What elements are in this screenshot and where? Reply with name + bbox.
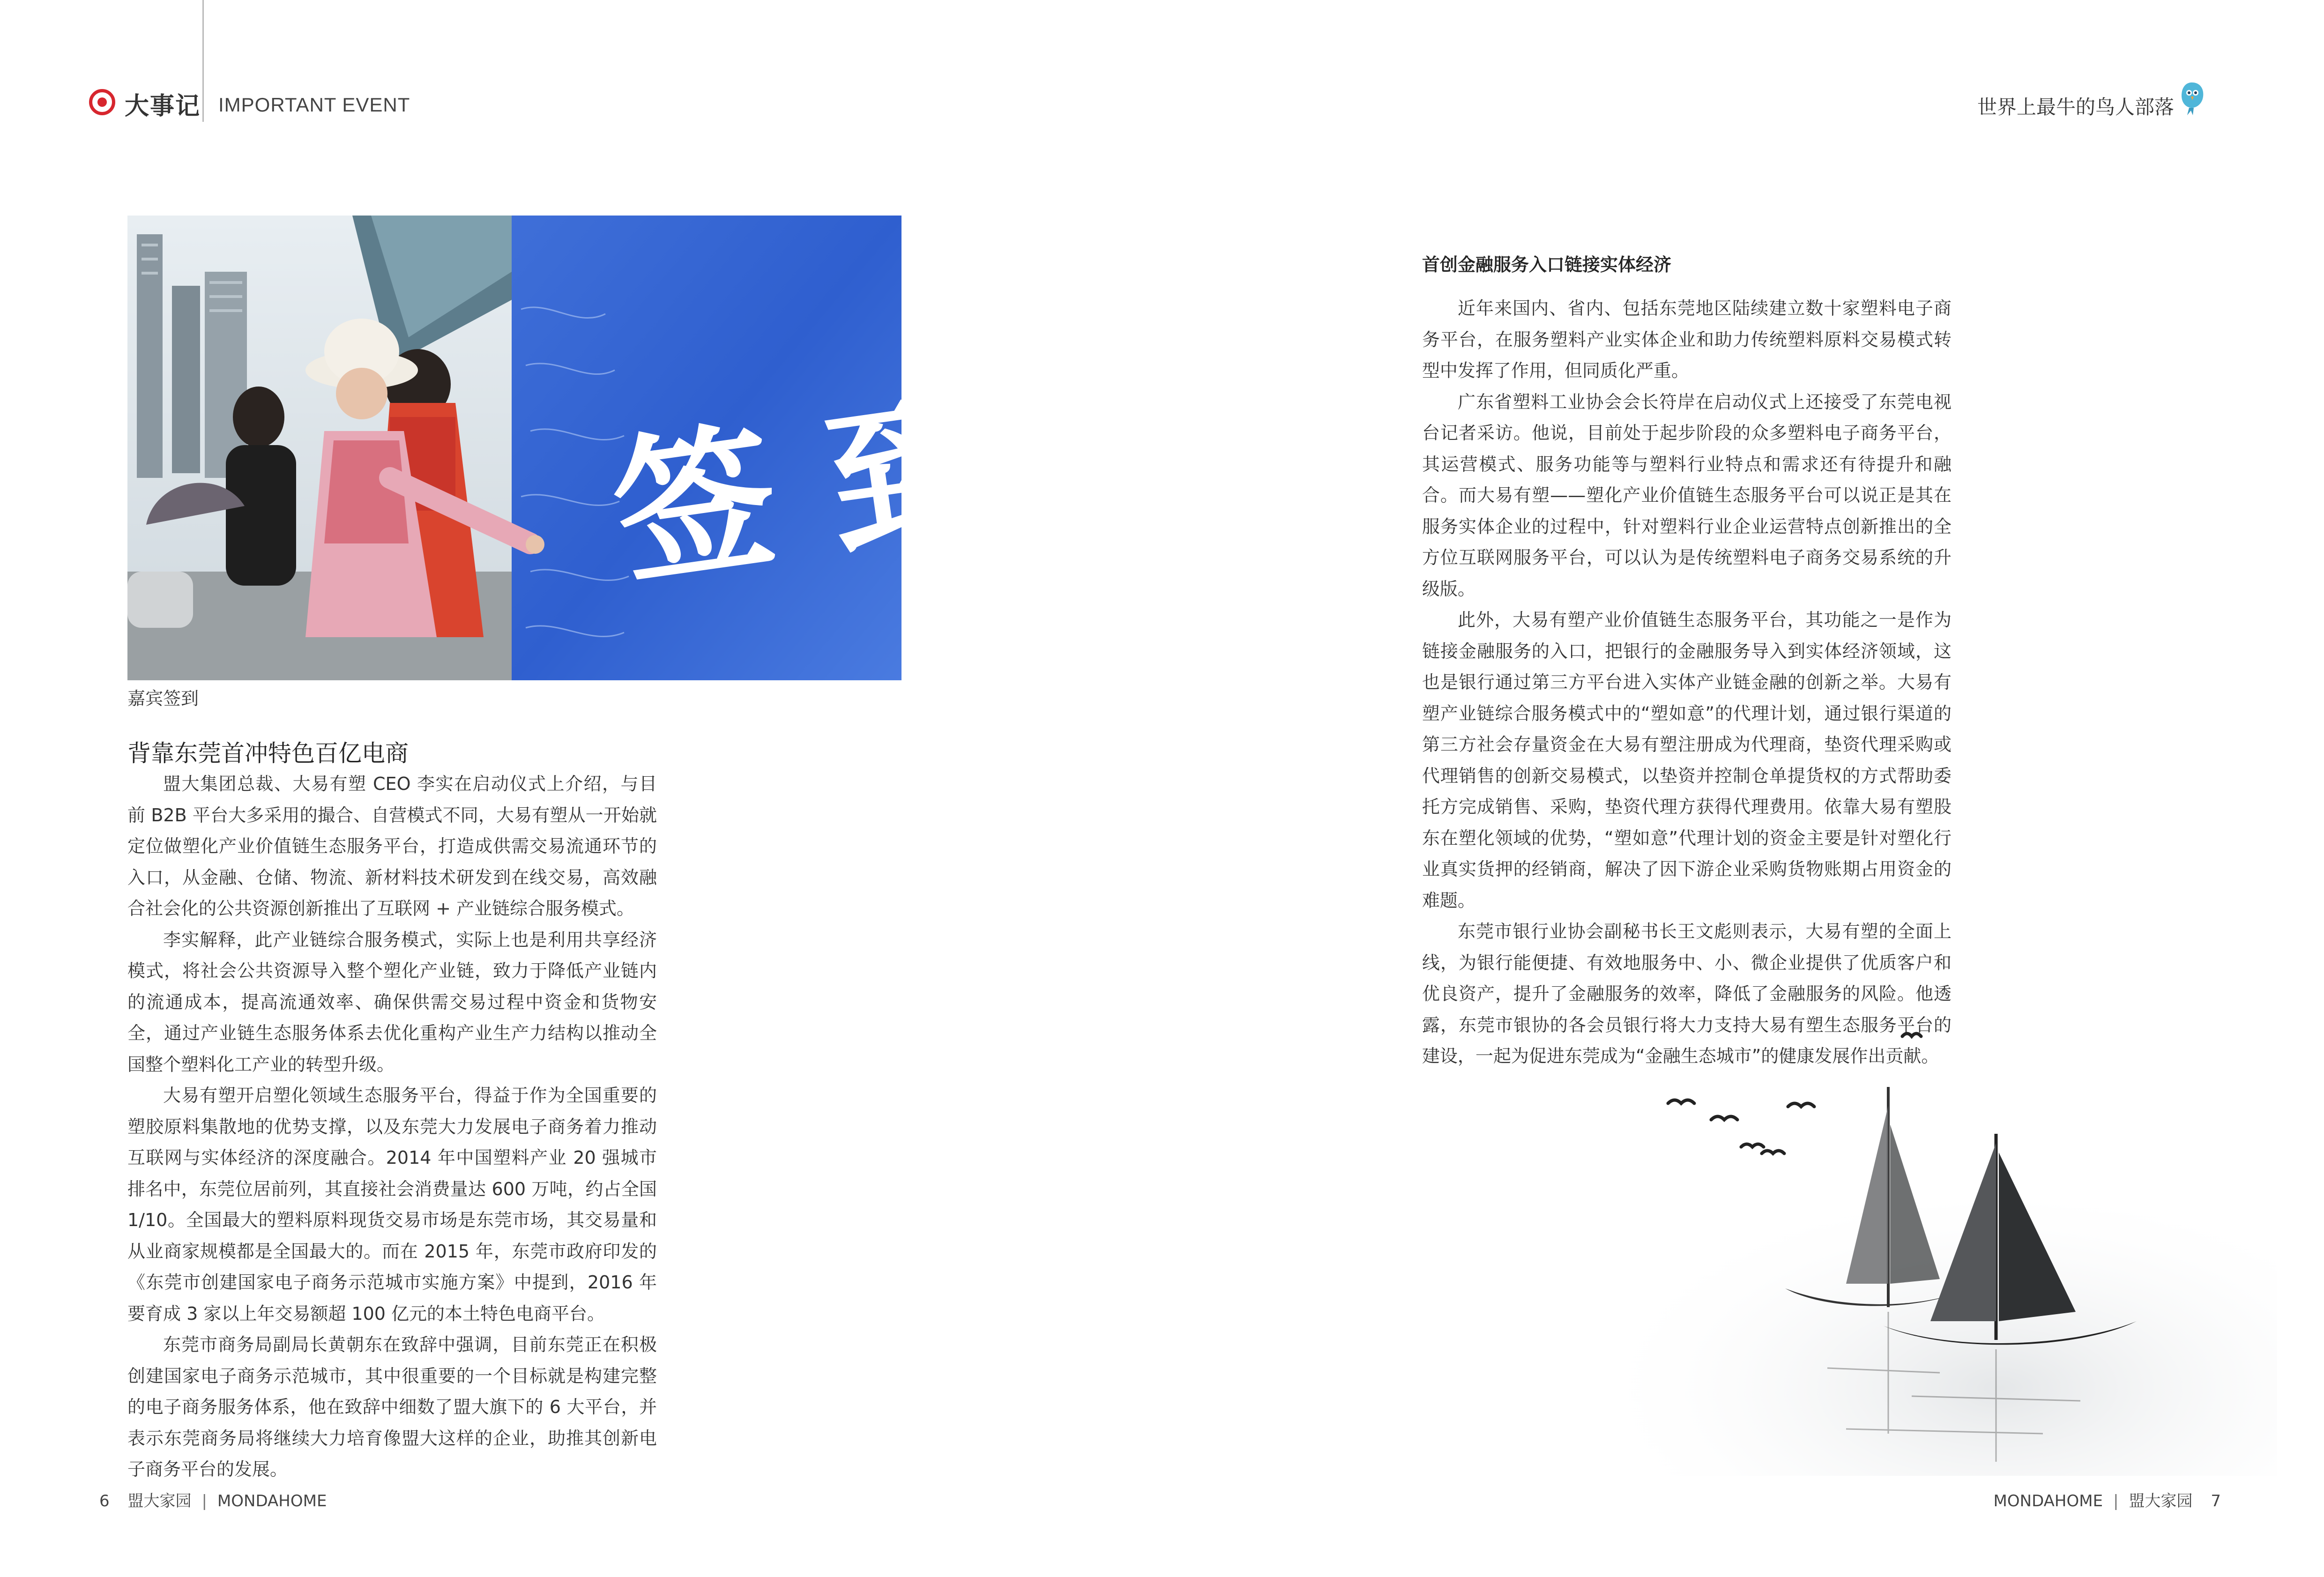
ink-painting-sailboats: [1584, 984, 2277, 1476]
footer-brand-cn: 盟大家园: [127, 1492, 192, 1510]
footer-brand-en: MONDAHOME: [1993, 1492, 2103, 1510]
footer-brand-en: MONDAHOME: [217, 1492, 327, 1510]
paragraph: 大易有塑开启塑化领域生态服务平台，得益于作为全国重要的塑胶原料集散地的优势支撑，以及东莞大力发展电子商务着力推动互联网与实体经济的深度融合。2014 年中国塑料产业 20 强城市排名中，东莞位居前列，其直接社会消费量达 600 万吨，约占全国 1/10。全国最大的塑料原料现货交易市场是东莞市场，其交易量和从业商家规模都是全国最大的。而在 2015 年，东莞市政府印发的《东莞市创建国家电子商务示范城市实施方案》中提到，2016 年要育成 3 家以上年交易额超 100 亿元的本土特色电商平台。: [127, 1085, 657, 1324]
footer-divider: |: [201, 1492, 207, 1510]
article-heading: 背靠东莞首冲特色百亿电商: [127, 740, 409, 767]
paragraph: 盟大集团总裁、大易有塑 CEO 李实在启动仪式上介绍，与目前 B2B 平台大多采用的撮合、自营模式不同，大易有塑从一开始就定位做塑化产业价值链生态服务平台，打造成供需交易流通环节的入口，从金融、仓储、物流、新材料技术研发到在线交易，高效融合社会化的公共资源创新推出了互联网 + 产业链综合服务模式。: [127, 774, 657, 919]
section-logo-icon: [89, 89, 115, 115]
paragraph: 李实解释，此产业链综合服务模式，实际上也是利用共享经济模式，将社会公共资源导入整个塑化产业链，致力于降低产业链内的流通成本，提高流通效率、确保供需交易过程中资金和货物安全，通过产业链生态服务体系去优化重构产业生产力结构以推动全国整个塑料化工产业的转型升级。: [127, 929, 657, 1075]
signing-wall-text: 签 到: [603, 373, 1000, 610]
page-number-right: 7: [2211, 1492, 2221, 1510]
paragraph: 广东省塑料工业协会会长符岸在启动仪式上还接受了东莞电视台记者采访。他说，目前处于起步阶段的众多塑料电子商务平台，其运营模式、服务功能等与塑料行业特点和需求还有待提升和融合。而大易有塑——塑化产业价值链生态服务平台可以说正是其在服务实体企业的过程中，针对塑料行业企业运营特点创新推出的全方位互联网服务平台，可以认为是传统塑料电子商务交易系统的升级版。: [1422, 391, 1952, 599]
page-number-left: 6: [99, 1492, 110, 1510]
event-photo: [127, 216, 1000, 680]
paragraph: 近年来国内、省内、包括东莞地区陆续建立数十家塑料电子商务平台，在服务塑料产业实体企业和助力传统塑料原料交易模式转型中发挥了作用，但同质化严重。: [1422, 298, 1952, 381]
right-article-body: [1422, 250, 1952, 1072]
footer-right: [1855, 1488, 2221, 1511]
paragraph: 此外，大易有塑产业价值链生态服务平台，其功能之一是作为链接金融服务的入口，把银行的金融服务导入到实体经济领域，这也是银行通过第三方平台进入实体产业链金融的创新之举。大易有塑产业链综合服务模式中的“塑如意”的代理计划，通过银行渠道的第三方社会存量资金在大易有塑注册成为代理商，垫资代理采购或代理销售的创新交易模式，以垫资并控制仓单提货权的方式帮助委托方完成销售、采购，垫资代理方获得代理费用。依靠大易有塑股东在塑化领域的优势，“塑如意”代理计划的资金主要是针对塑化行业真实货押的经销商，解决了因下游企业采购货物账期占用资金的难题。: [1422, 610, 1952, 911]
article-subheading: 首创金融服务入口链接实体经济: [1422, 254, 1672, 275]
bird-mascot-icon: [2178, 81, 2206, 116]
paragraph: 东莞市商务局副局长黄朝东在致辞中强调，目前东莞正在积极创建国家电子商务示范城市，其中很重要的一个目标就是构建完整的电子商务服务体系，他在致辞中细数了盟大旗下的 6 大平台，并表示东莞商务局将继续大力培育像盟大这样的企业，助推其创新电子商务平台的发展。: [127, 1334, 657, 1480]
section-title-en: IMPORTANT EVENT: [218, 94, 410, 116]
magazine-tagline: 世界上最牛的鸟人部落: [1977, 96, 2174, 119]
section-title-cn: 大事记: [125, 92, 201, 120]
header-divider-line: [202, 0, 204, 122]
footer-brand-cn: 盟大家园: [2129, 1492, 2193, 1510]
paragraph: 东莞市银行业协会副秘书长王文彪则表示，大易有塑的全面上线，为银行能便捷、有效地服务中、小、微企业提供了优质客户和优良资产，提升了金融服务的效率，降低了金融服务的风险。他透露，东莞市银协的各会员银行将大力支持大易有塑生态服务平台的建设，一起为促进东莞成为“金融生态城市”的健康发展作出贡献。: [1422, 921, 1952, 1066]
photo-caption: 嘉宾签到: [127, 688, 199, 709]
footer-left: [99, 1488, 327, 1511]
left-article-body: [127, 768, 657, 1485]
footer-divider: |: [2113, 1492, 2119, 1510]
